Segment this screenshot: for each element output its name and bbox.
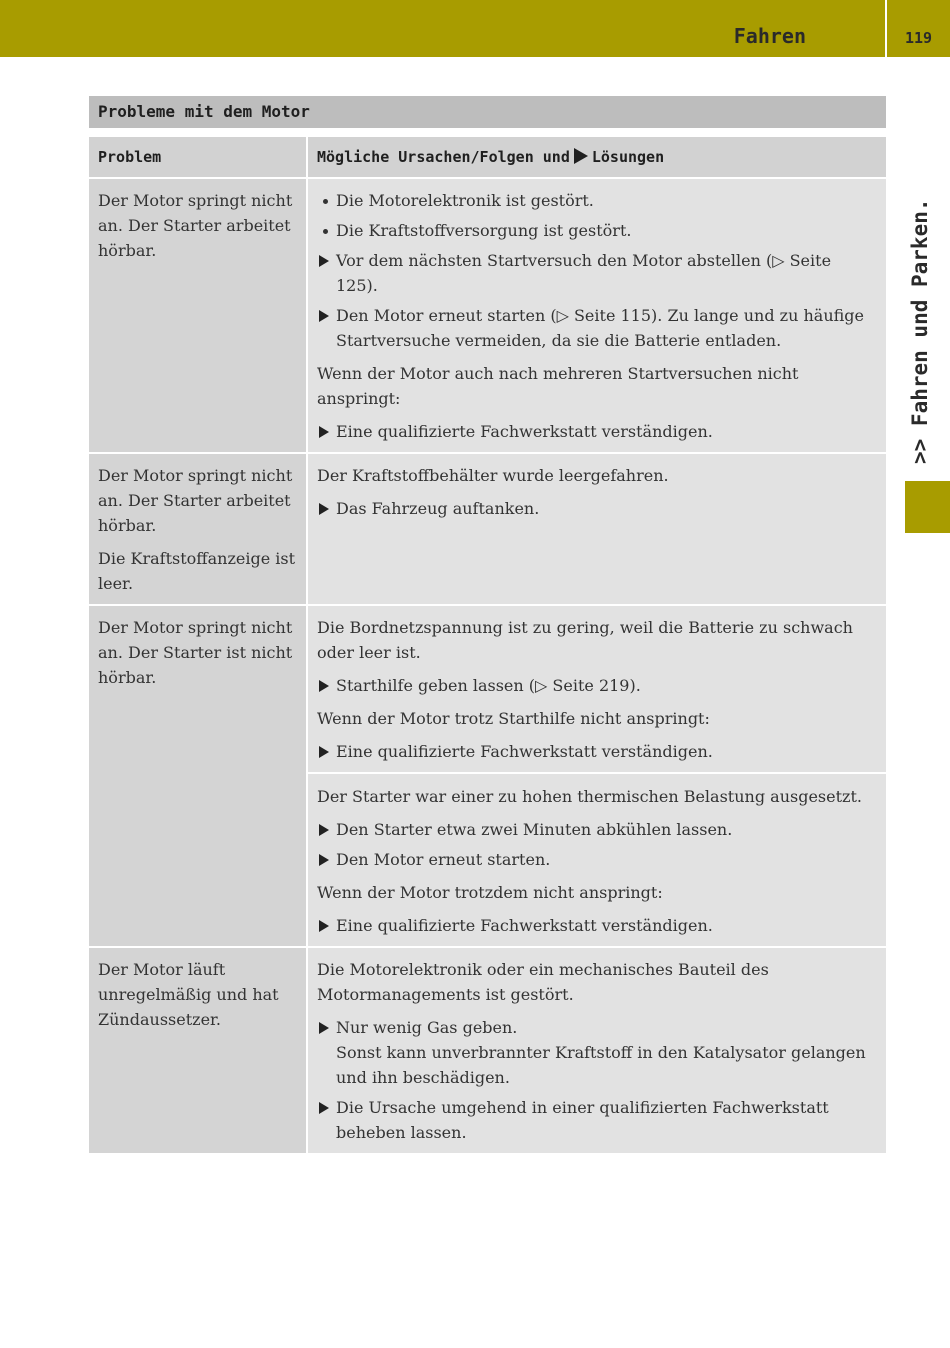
condition-note: Wenn der Motor trotz Starthilfe nicht anspringt: [317,709,710,728]
side-tab-marker [905,481,950,533]
action-detail: Sonst kann unverbrannter Kraftstoff in den Katalysator gelangen und ihn beschädigen. [336,1043,866,1087]
bullet-item: Die Kraftstoffversorgung ist gestört. [317,218,877,243]
table-row [89,453,886,605]
side-tab [902,198,938,470]
condition-note: Wenn der Motor trotzdem nicht anspringt: [317,883,663,902]
problem-text: Der Motor springt nicht an. Der Starter arbeitet hörbar. [98,466,293,535]
problem-text: Der Motor läuft unregelmäßig und hat Zündaussetzer. [98,960,279,1029]
chapter-title: Fahren [733,24,806,48]
cause-cell [307,773,886,947]
cause-cell [307,605,886,773]
action-item: Den Motor erneut starten. [317,847,877,872]
table-row [89,947,886,1154]
header-bar [0,0,885,57]
action-item: Den Motor erneut starten (▷ Seite 115). Zu lange und zu häufige Startversuche vermeiden, da sie die Batterie entladen. [317,303,877,353]
problem-text: Der Motor springt nicht an. Der Starter ist nicht hörbar. [98,618,293,687]
cause-cell [307,947,886,1154]
header-problem: Problem [89,137,307,178]
action-arrow-icon [574,148,588,164]
page-number-box [887,0,950,57]
action-item: Vor dem nächsten Startversuch den Motor abstellen (▷ Seite 125). [317,248,877,298]
problem-cell [89,178,307,453]
action-item: Eine qualifizierte Fachwerkstatt verständigen. [317,739,877,764]
cause-text: Der Starter war einer zu hohen thermischen Belastung ausgesetzt. [317,787,862,806]
action-item: Starthilfe geben lassen (▷ Seite 219). [317,673,877,698]
problem-text: Der Motor springt nicht an. Der Starter arbeitet hörbar. [98,191,293,260]
section-title: Probleme mit dem Motor [98,102,310,121]
table-row [89,605,886,773]
cause-text: Der Kraftstoffbehälter wurde leergefahren. [317,466,669,485]
troubleshooting-table [89,137,886,1155]
header-solutions-label: Lösungen [591,148,665,166]
problem-cell [89,947,307,1154]
table-header-row [89,137,886,178]
action-item: Eine qualifizierte Fachwerkstatt verständigen. [317,913,877,938]
header-causes [307,137,886,178]
header-causes-label: Mögliche Ursachen/Folgen und [317,148,570,166]
action-item: Das Fahrzeug auftanken. [317,496,877,521]
action-item: Den Starter etwa zwei Minuten abkühlen lassen. [317,817,877,842]
problem-cell [89,605,307,947]
cause-cell [307,453,886,605]
cause-text: Die Bordnetzspannung ist zu gering, weil die Batterie zu schwach oder leer ist. [317,618,853,662]
table-row [89,178,886,453]
action-item [317,1015,877,1090]
bullet-item: Die Motorelektronik ist gestört. [317,188,877,213]
section-title-bar [89,96,886,128]
action-item: Eine qualifizierte Fachwerkstatt verständigen. [317,419,877,444]
problem-text: Die Kraftstoffanzeige ist leer. [98,549,296,593]
side-tab-label: >> Fahren und Parken. [908,198,932,464]
page-number: 119 [904,29,933,47]
cause-cell [307,178,886,453]
problem-cell [89,453,307,605]
action-item: Die Ursache umgehend in einer qualifizierten Fachwerkstatt beheben lassen. [317,1095,877,1145]
condition-note: Wenn der Motor auch nach mehreren Startversuchen nicht anspringt: [317,364,799,408]
cause-text: Die Motorelektronik oder ein mechanisches Bauteil des Motormanagements ist gestört. [317,960,769,1004]
action-text: Nur wenig Gas geben. [336,1018,518,1037]
